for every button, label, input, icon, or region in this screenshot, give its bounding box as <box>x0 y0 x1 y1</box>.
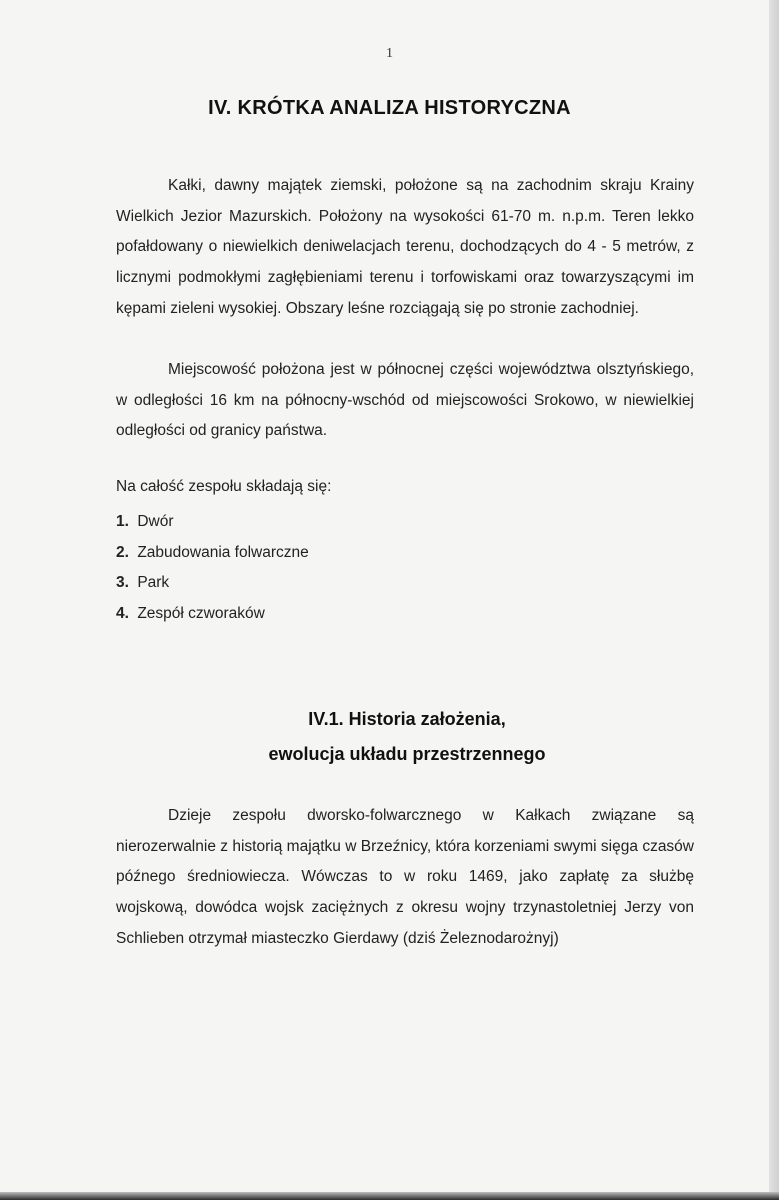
list-item <box>116 568 309 599</box>
scan-bottom-shadow <box>0 1192 779 1200</box>
history-paragraph: Dzieje zespołu dworsko-folwarcznego w Kałkach związane są nierozerwalnie z historią majątku w Brzeźnicy, która korzeniami swymi sięga czasów późnego średniowiecza. Wówczas to w roku 1469, jako zapłatę za służbę wojskową, dowódca wojsk zaciężnych z okresu wojny trzynastoletniej Jerzy von Schlieben otrzymał miasteczko Gierdawy (dziś Żeleznodarożnyj) <box>116 807 694 947</box>
subtitle-line-2: ewolucja układu przestrzennego <box>268 744 546 764</box>
chapter-title: IV. KRÓTKA ANALIZA HISTORYCZNA <box>208 97 571 119</box>
list-item-label: Zespół czworaków <box>137 604 265 622</box>
list-item-label: Dwór <box>137 513 174 530</box>
intro-paragraph: Kałki, dawny majątek ziemski, położone są na zachodnim skraju Krainy Wielkich Jezior Mazurskich. Położony na wysokości 61-70 m. n.p.m. Teren lekko pofałdowany o niewielkich deniwelacjach terenu, dochodzących do 4 - 5 metrów, z licznymi podmokłymi zagłębieniami terenu i torfowiskami oraz towarzyszącymi im kępami zieleni wysokiej. Obszary leśne rozciągają się po stronie zachodniej. <box>116 177 694 317</box>
section-subtitle <box>0 702 779 772</box>
list-item-number: 3. <box>116 574 129 591</box>
list-item <box>116 507 309 538</box>
list-item-number: 1. <box>116 513 129 530</box>
subtitle-line-1: IV.1. Historia założenia, <box>308 709 506 729</box>
list-item <box>116 538 309 569</box>
list-item-label: Park <box>137 574 170 591</box>
list-item-number: 4. <box>116 604 129 622</box>
list-intro: Na całość zespołu składają się: <box>116 478 332 495</box>
scan-page-edge <box>769 0 779 1200</box>
list-item-number: 2. <box>116 543 129 561</box>
location-paragraph: Miejscowość położona jest w północnej części województwa olsztyńskiego, w odległości 16 km na północny-wschód od miejscowości Srokowo, w niewielkiej odległości od granicy państwa. <box>116 361 694 440</box>
list-item <box>116 599 309 630</box>
page-number: 1 <box>386 46 393 61</box>
components-list <box>116 507 309 629</box>
list-item-label: Zabudowania folwarczne <box>137 543 309 561</box>
